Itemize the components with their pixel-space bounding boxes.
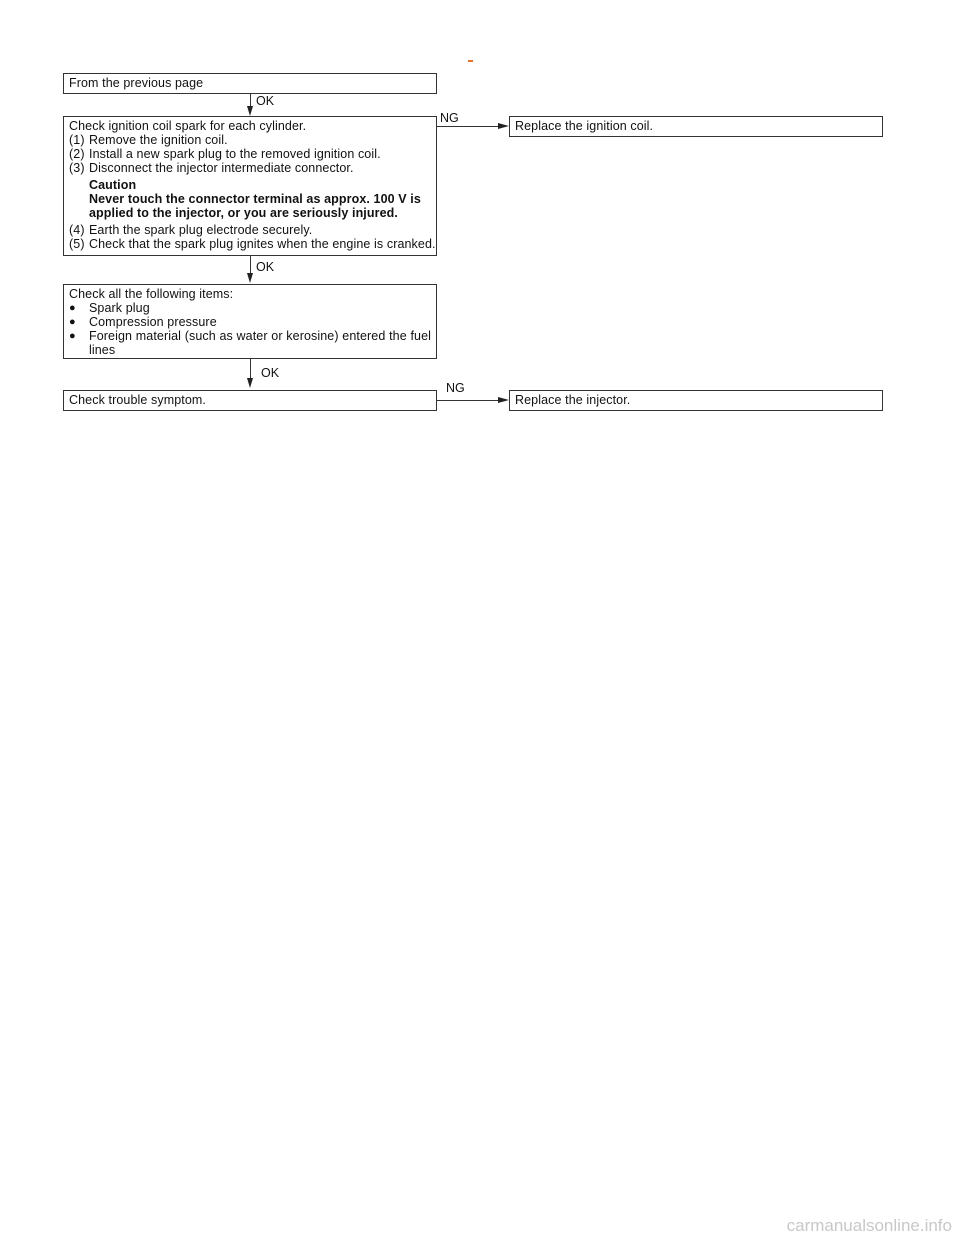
step1-box [63,116,437,256]
replace-injector-text: Replace the injector. [515,393,631,407]
step3-title: Check trouble symptom. [69,393,206,407]
step1-item-text: Install a new spark plug to the removed ignition coil. [89,147,381,161]
bullet-icon: ● [69,316,76,328]
ng-connector-2 [437,400,500,401]
step2-title: Check all the following items: [69,287,234,301]
step2-item-text: Foreign material (such as water or kerosine) entered the fuel lines [89,329,431,357]
bullet-icon: ● [69,330,76,342]
step1-item-4 [69,223,431,237]
connector-step1-step2 [250,256,251,273]
step1-item-text: Check that the spark plug ignites when the engine is cranked. [89,237,436,251]
step1-item-5 [69,237,436,251]
caution-block [69,178,431,220]
ok-label-1: OK [256,94,275,108]
arrow-down-1 [247,106,253,116]
step3-box [63,390,437,411]
ng-label-1: NG [440,111,459,125]
step1-item-text: Remove the ignition coil. [89,133,228,147]
step1-item-1 [69,133,431,147]
step2-item-2 [69,315,431,329]
ok-label-2: OK [256,260,275,274]
accent-mark [468,60,473,62]
ng-label-2: NG [446,381,465,395]
watermark: carmanualsonline.info [786,1216,952,1235]
step1-item-2 [69,147,431,161]
step1-item-num: (1) [69,133,85,147]
step1-item-num: (4) [69,223,85,237]
replace-ignition-coil-text: Replace the ignition coil. [515,119,654,133]
arrow-right-1 [498,123,509,129]
step1-item-3 [69,161,431,175]
step1-title: Check ignition coil spark for each cylinder. [69,119,307,133]
replace-injector-box [509,390,883,411]
step1-item-text: Earth the spark plug electrode securely. [89,223,313,237]
step2-item-3 [69,329,431,357]
step2-item-1 [69,301,431,315]
caution-title: Caution [89,178,137,192]
ng-connector-1 [437,126,500,127]
ok-label-3: OK [261,366,280,380]
start-box-text: From the previous page [69,76,204,90]
step2-item-text: Compression pressure [89,315,217,329]
step1-item-num: (3) [69,161,85,175]
step2-item-text: Spark plug [89,301,150,315]
step1-item-text: Disconnect the injector intermediate connector. [89,161,354,175]
bullet-icon: ● [69,302,76,314]
step1-item-num: (5) [69,237,85,251]
start-box [63,73,437,94]
step2-box [63,284,437,359]
connector-start-step1 [250,94,251,106]
connector-step2-step3 [250,359,251,378]
arrow-right-2 [498,397,509,403]
arrow-down-3 [247,378,253,388]
caution-text-line-2: applied to the injector, or you are seriously injured. [89,206,398,220]
caution-text-line-1: Never touch the connector terminal as approx. 100 V is [89,192,421,206]
step1-item-num: (2) [69,147,85,161]
replace-ignition-coil-box [509,116,883,137]
arrow-down-2 [247,273,253,283]
